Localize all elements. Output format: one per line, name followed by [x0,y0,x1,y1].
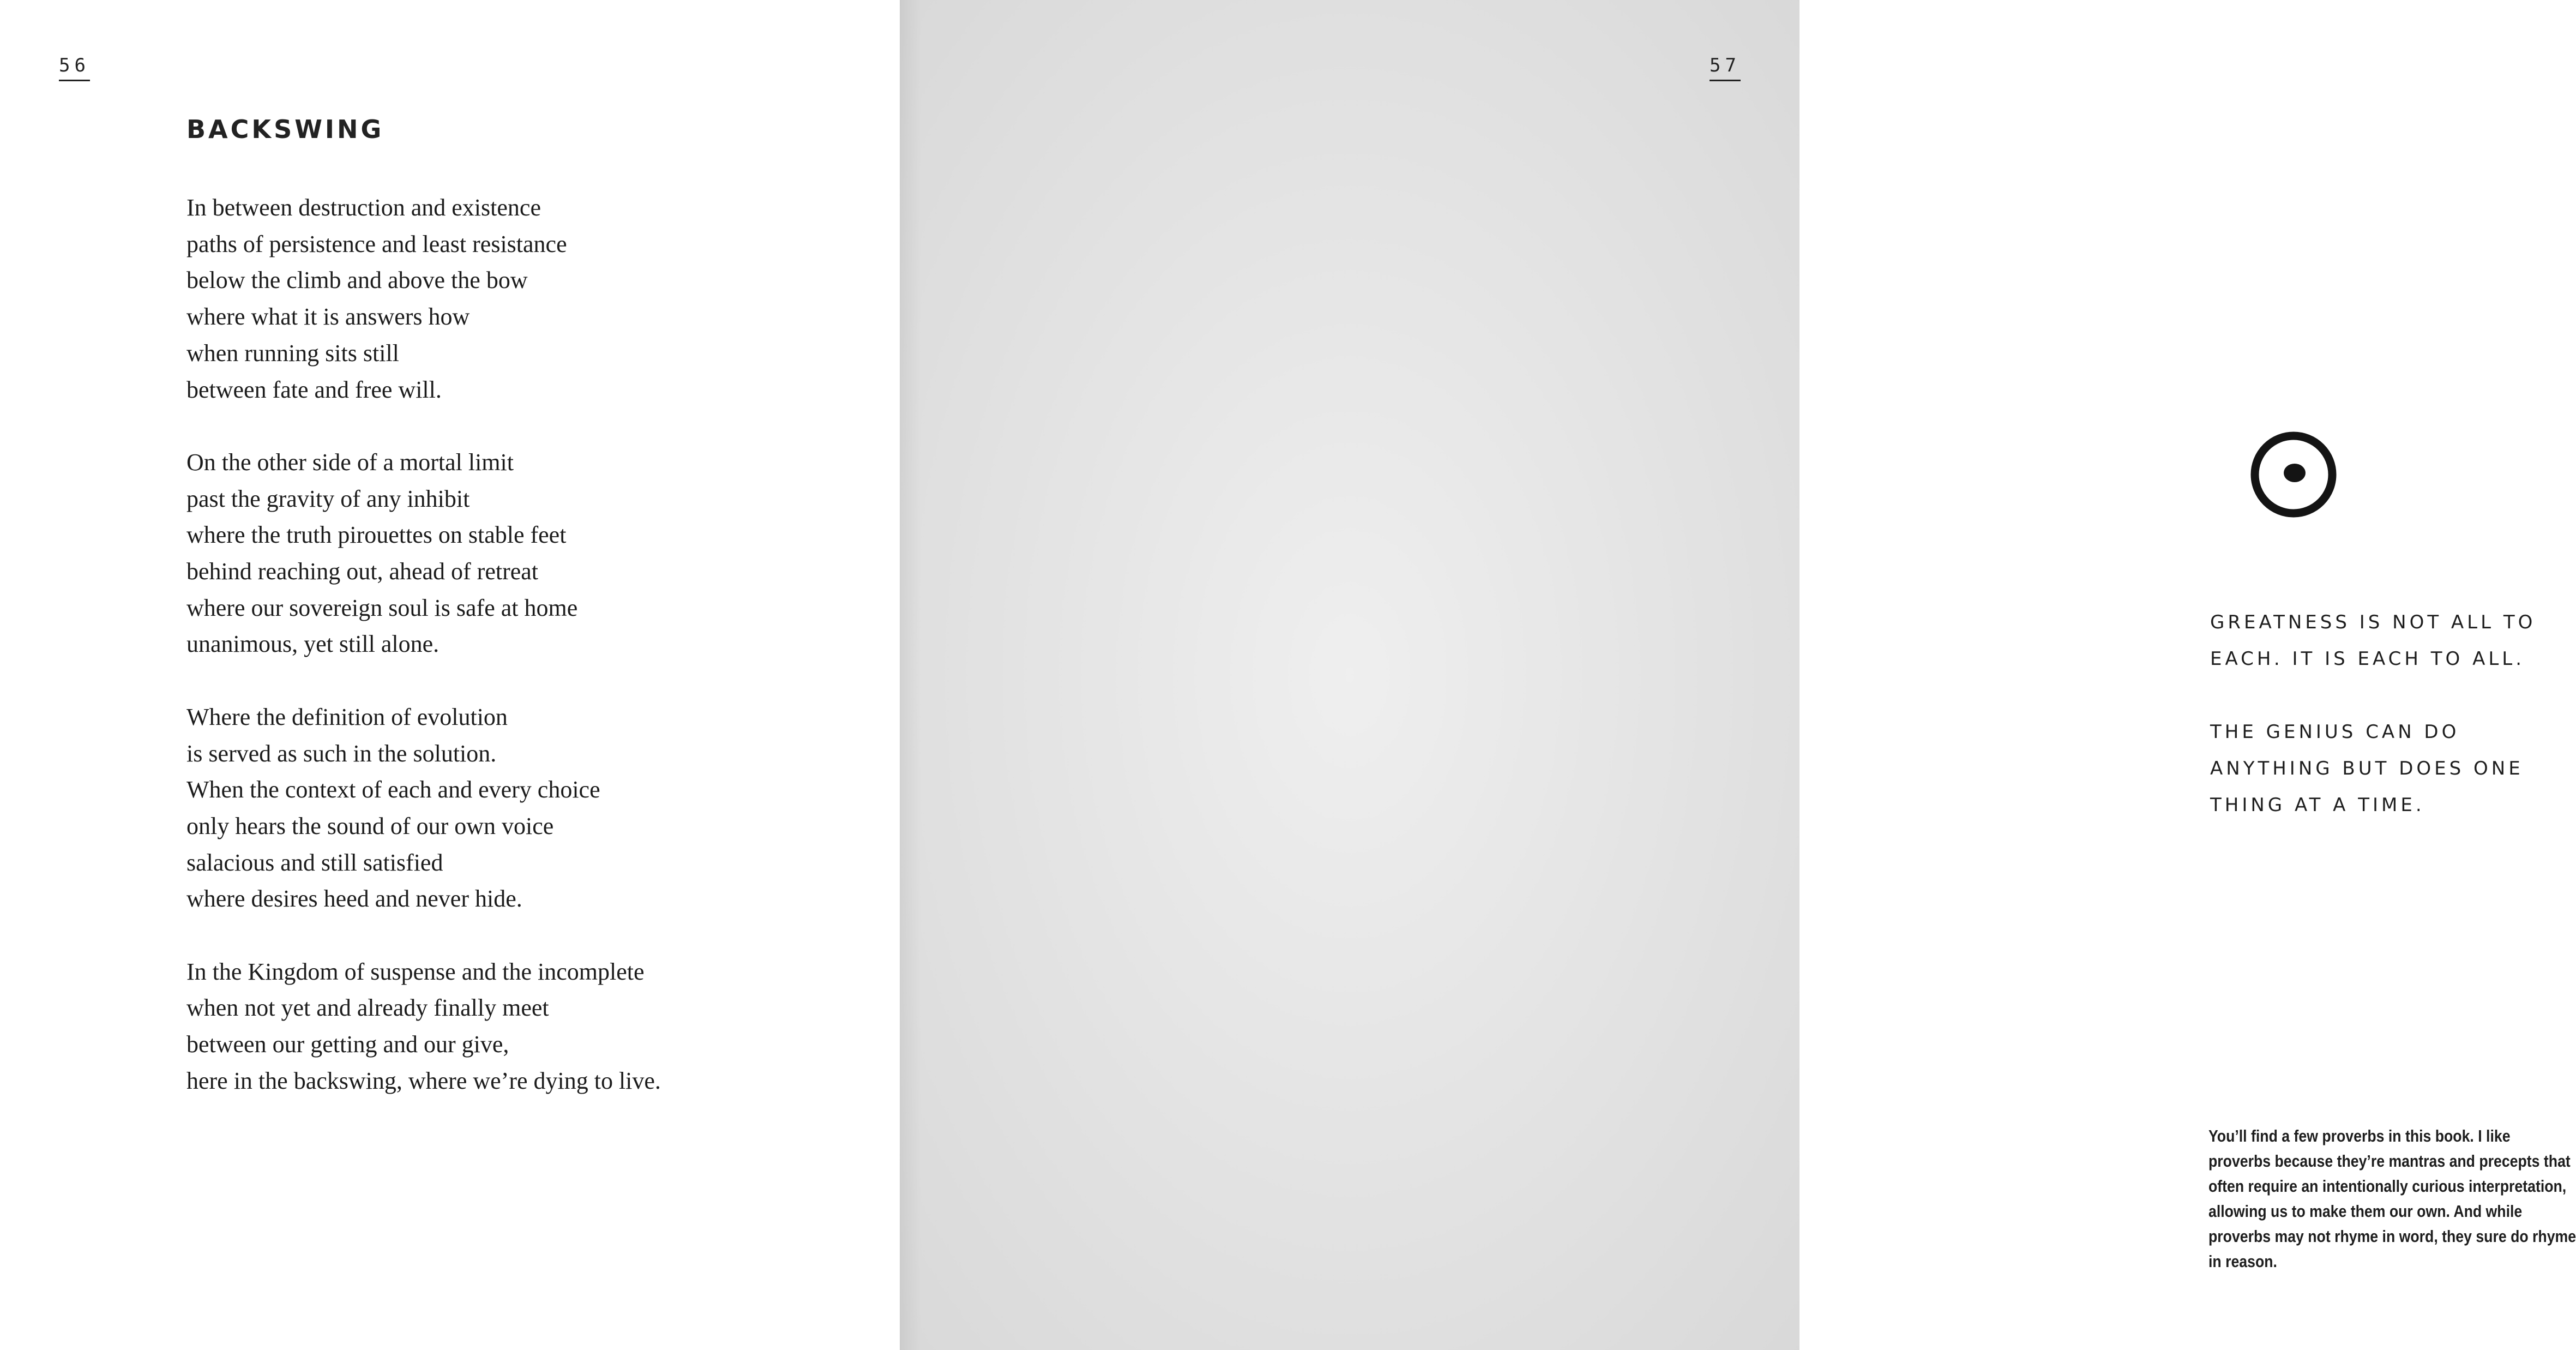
proverb-line: ANYTHING BUT DOES ONE [2210,758,2524,779]
poem-line: When the context of each and every choice [186,776,600,803]
proverb-line: EACH. IT IS EACH TO ALL. [2210,648,2525,670]
proverb-line: THE GENIUS CAN DO [2210,721,2460,743]
poem-line: between our getting and our give, [186,1031,509,1058]
poem-line: below the climb and above the bow [186,267,528,294]
note-line: in reason. [2208,1252,2277,1271]
poem-line: where desires heed and never hide. [186,885,522,913]
poem-line: when not yet and already finally meet [186,994,549,1022]
poem-line: between fate and free will. [186,376,442,403]
note-line: proverbs may not rhyme in word, they sure do rhyme [2208,1227,2576,1246]
poem-line: behind reaching out, ahead of retreat [186,558,539,585]
right-page [900,0,2576,1350]
circled-dot-icon [2248,429,2339,520]
poem-line: Where the definition of evolution [186,703,508,730]
poem-line: when running sits still [186,339,399,367]
proverb-line: GREATNESS IS NOT ALL TO [2210,611,2536,633]
poem-line: past the gravity of any inhibit [186,485,470,512]
poem-body [186,190,661,1136]
poem-line: is served as such in the solution. [186,740,497,767]
proverb [2210,604,2536,677]
proverbs-block [2210,604,2536,860]
page-number-right: 57 [1710,55,1741,81]
poem-line: salacious and still satisfied [186,849,443,876]
note-line: You’ll find a few proverbs in this book. I like [2208,1126,2511,1145]
poem-line: unanimous, yet still alone. [186,631,440,658]
poem-line: where our sovereign soul is safe at home [186,594,578,621]
note-line: allowing us to make them our own. And while [2208,1202,2523,1221]
note-line: often require an intentionally curious interpretation, [2208,1177,2567,1196]
author-note [2208,1124,2576,1274]
poem-stanza [186,699,661,917]
left-page [0,0,900,1350]
page-number-left: 56 [59,55,90,81]
poem-stanza [186,190,661,408]
poem-line: In between destruction and existence [186,194,541,221]
poem-line: where what it is answers how [186,303,470,331]
poem-stanza [186,954,661,1100]
proverb [2210,714,2536,824]
poem-stanza [186,445,661,663]
poem-line: In the Kingdom of suspense and the incomplete [186,958,645,985]
poem-line: where the truth pirouettes on stable feet [186,521,567,549]
poem-line: here in the backswing, where we’re dying to live. [186,1067,661,1094]
poem-line: only hears the sound of our own voice [186,812,554,839]
note-line: proverbs because they’re mantras and precepts that [2208,1151,2571,1171]
poem-line: paths of persistence and least resistance [186,230,567,257]
poem-title: BACKSWING [186,115,384,144]
poem-line: On the other side of a mortal limit [186,448,514,476]
proverb-line: THING AT A TIME. [2210,794,2425,816]
